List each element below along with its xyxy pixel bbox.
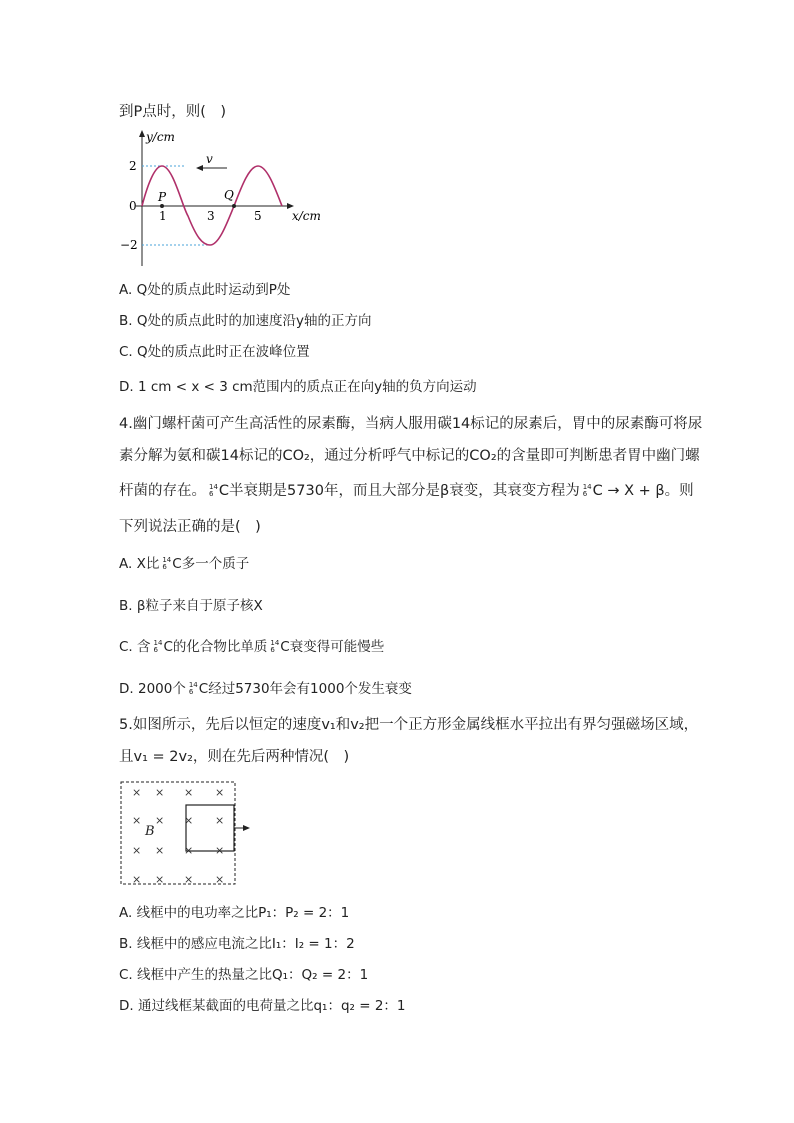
q4-line2: 素分解为氨和碳14标记的CO₂，通过分析呼气中标记的CO₂的含量即可判断患者胃中幽门螺 xyxy=(119,448,700,464)
field-x: × xyxy=(132,873,142,886)
field-x: × xyxy=(132,844,142,857)
q4-line3-a: 杆菌的存在。 xyxy=(119,483,206,499)
field-x: × xyxy=(155,844,165,857)
q5-option-d: D. 通过线框某截面的电荷量之比q₁：q₂ = 2：1 xyxy=(119,998,406,1014)
field-x: × xyxy=(155,873,165,886)
x-tick-1: 1 xyxy=(159,209,167,223)
q5-option-b: B. 线框中的感应电流之比I₁：I₂ = 1：2 xyxy=(119,936,355,952)
q4-line4: 下列说法正确的是( ) xyxy=(119,519,261,535)
point-q-dot xyxy=(232,204,236,208)
y-tick-2: 2 xyxy=(129,159,137,173)
point-p-dot xyxy=(160,204,164,208)
x-axis-label: x/cm xyxy=(292,209,321,223)
q5-option-a: A. 线框中的电功率之比P₁：P₂ = 2：1 xyxy=(119,905,350,921)
field-x: × xyxy=(132,814,142,827)
velocity-label: v xyxy=(206,152,213,166)
q5-option-c: C. 线框中产生的热量之比Q₁：Q₂ = 2：1 xyxy=(119,967,369,983)
y-tick-minus2: −2 xyxy=(120,238,138,252)
y-tick-0: 0 xyxy=(129,199,137,213)
q4-option-a: A. X比 14 6 C多一个质子 xyxy=(119,556,250,572)
isotope-c14: 14 6 xyxy=(209,483,218,498)
q5-line1: 5.如图所示，先后以恒定的速度v₁和v₂把一个正方形金属线框水平拉出有界匀强磁场区域， xyxy=(119,717,699,733)
q3-option-a: A. Q处的质点此时运动到P处 xyxy=(119,282,291,298)
field-x: × xyxy=(215,873,225,886)
q4-option-d: D. 2000个 14 6 C经过5730年会有1000个发生衰变 xyxy=(119,681,412,697)
q4-line3-c: C → X + β。则 xyxy=(592,483,694,499)
q3-option-d: D. 1 cm < x < 3 cm范围内的质点正在向y轴的负方向运动 xyxy=(119,379,477,395)
field-x: × xyxy=(184,786,194,799)
field-x: × xyxy=(215,814,225,827)
field-x: × xyxy=(132,786,142,799)
q3-lead: 到P点时，则( ) xyxy=(119,104,227,120)
field-x: × xyxy=(184,873,194,886)
point-q-label: Q xyxy=(224,188,234,202)
field-x: × xyxy=(184,844,194,857)
field-x: × xyxy=(215,844,225,857)
isotope-c14: 14 6 xyxy=(270,639,280,654)
y-axis-label: y/cm xyxy=(146,130,175,144)
x-tick-5: 5 xyxy=(254,209,262,223)
q4-option-c: C. 含 14 6 C的化合物比单质 14 6 C衰变得可能慢些 xyxy=(119,639,385,655)
q3-option-b: B. Q处的质点此时的加速度沿y轴的正方向 xyxy=(119,313,372,329)
point-p-label: P xyxy=(158,190,167,204)
x-tick-3: 3 xyxy=(207,209,215,223)
field-x: × xyxy=(155,786,165,799)
velocity-arrowhead xyxy=(196,165,203,171)
q4-line3 xyxy=(119,481,694,501)
isotope-c14: 14 6 xyxy=(153,639,163,654)
isotope-c14: 14 6 xyxy=(582,483,592,498)
q3-option-c: C. Q处的质点此时正在波峰位置 xyxy=(119,344,310,360)
q4-option-b: B. β粒子来自于原子核X xyxy=(119,598,263,614)
isotope-c14: 14 6 xyxy=(188,681,198,696)
y-axis-arrow xyxy=(139,130,145,137)
q4-line3-b: C半衰期是5730年，而且大部分是β衰变，其衰变方程为 xyxy=(218,483,580,499)
field-label-b: B xyxy=(145,824,155,839)
field-x: × xyxy=(215,786,225,799)
field-x: × xyxy=(155,814,165,827)
magnetic-field-figure xyxy=(118,779,258,887)
q4-line1: 4.幽门螺杆菌可产生高活性的尿素酶，当病人服用碳14标记的尿素后，胃中的尿素酶可将尿 xyxy=(119,416,703,432)
wave-figure xyxy=(118,128,330,270)
field-x: × xyxy=(184,814,194,827)
q5-line2: 且v₁ = 2v₂，则在先后两种情况( ) xyxy=(119,749,350,765)
pull-arrowhead xyxy=(243,825,250,831)
isotope-c14: 14 6 xyxy=(162,556,172,571)
